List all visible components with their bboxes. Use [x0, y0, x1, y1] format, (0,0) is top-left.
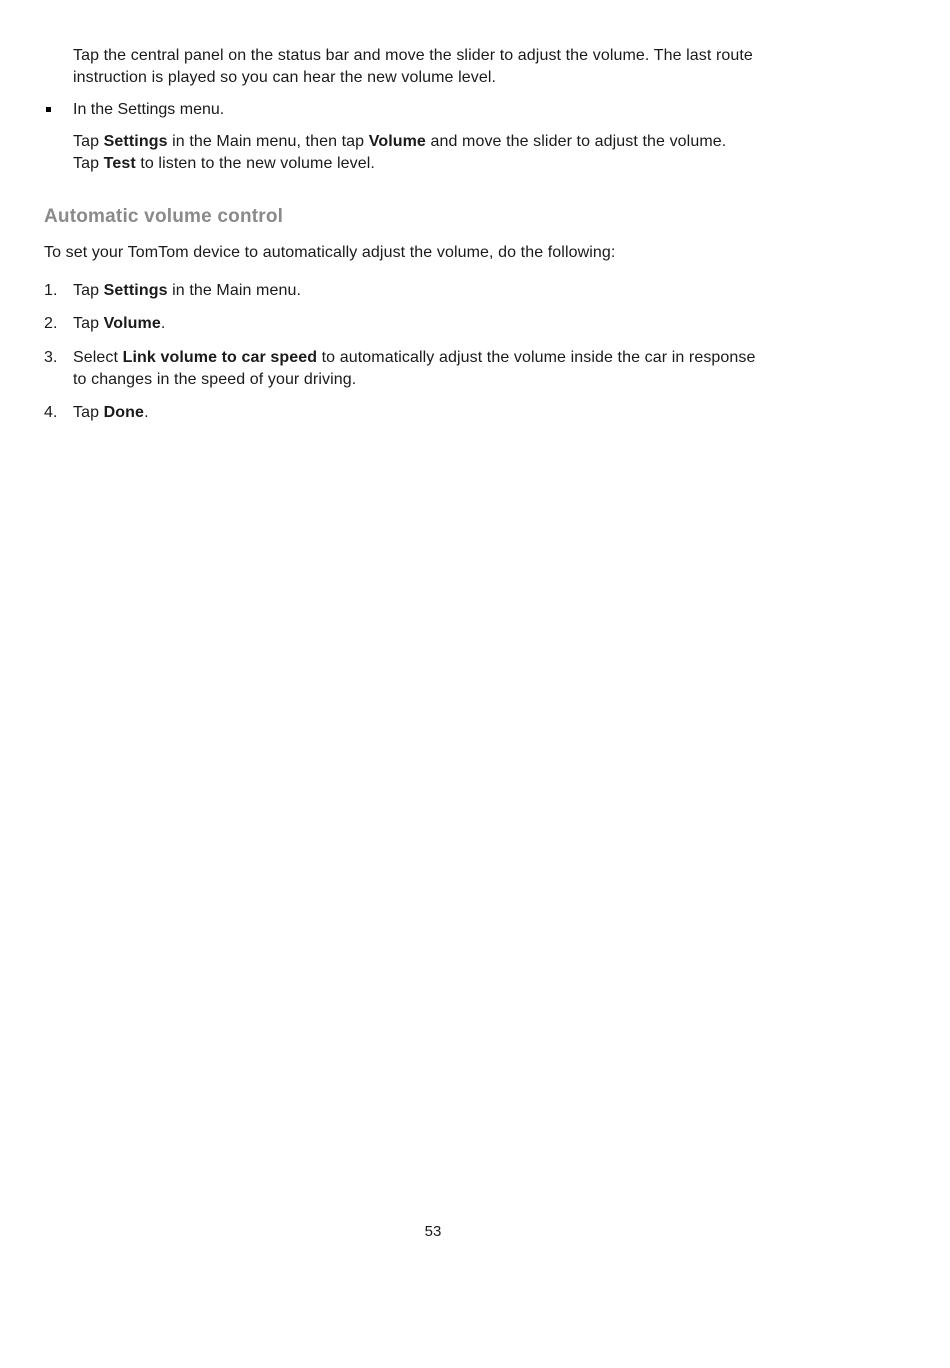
text-run: Tap	[73, 133, 104, 150]
square-bullet-icon	[46, 107, 51, 112]
bold-term-test: Test	[103, 155, 136, 172]
text-run: and move the slider to adjust the volume.	[425, 133, 727, 150]
bold-term-link-volume-to-car-speed: Link volume to car speed	[122, 349, 318, 366]
step-number: 4.	[44, 404, 58, 421]
step-text	[73, 313, 906, 335]
paragraph-intro: To set your TomTom device to automatically adjust the volume, do the following:	[44, 244, 616, 261]
bullet-item-settings-menu	[44, 99, 906, 121]
paragraph-status-bar-line1: Tap the central panel on the status bar and move the slider to adjust the volume. The last route	[73, 47, 753, 64]
step-number: 3.	[44, 349, 58, 366]
step-number: 2.	[44, 315, 58, 332]
text-run: to changes in the speed of your driving.	[73, 371, 357, 388]
paragraph-status-bar	[73, 45, 906, 89]
text-run: in the Main menu, then tap	[167, 133, 369, 150]
text-run: Select	[73, 349, 123, 366]
step-text	[73, 280, 906, 302]
list-item-step-2	[44, 313, 906, 335]
bullet-marker-cell	[44, 99, 73, 121]
paragraph-settings-volume	[73, 131, 906, 175]
text-run: Tap	[73, 404, 104, 421]
text-run: Tap	[73, 315, 104, 332]
page-number: 53	[424, 1223, 442, 1240]
text-run: .	[144, 404, 149, 421]
bold-term-settings: Settings	[103, 133, 168, 150]
bold-term-settings: Settings	[103, 282, 168, 299]
step-number: 1.	[44, 282, 58, 299]
text-run: Tap	[73, 282, 104, 299]
list-item-step-1	[44, 280, 906, 302]
bold-term-volume: Volume	[368, 133, 426, 150]
page-content	[0, 0, 950, 424]
bullet-item-text: In the Settings menu.	[73, 101, 225, 118]
text-run: to automatically adjust the volume inside the car in response	[317, 349, 756, 366]
list-item-step-3	[44, 347, 906, 391]
section-heading-automatic-volume-control: Automatic volume control	[44, 206, 284, 227]
bold-term-done: Done	[103, 404, 145, 421]
list-item-step-4	[44, 402, 906, 424]
text-run: to listen to the new volume level.	[135, 155, 375, 172]
text-run: .	[160, 315, 166, 332]
step-text	[73, 347, 906, 391]
text-run: in the Main menu.	[167, 282, 302, 299]
step-text	[73, 402, 906, 424]
text-run: Tap	[73, 155, 104, 172]
paragraph-status-bar-line2: instruction is played so you can hear the new volume level.	[73, 69, 497, 86]
bold-term-volume: Volume	[103, 315, 161, 332]
